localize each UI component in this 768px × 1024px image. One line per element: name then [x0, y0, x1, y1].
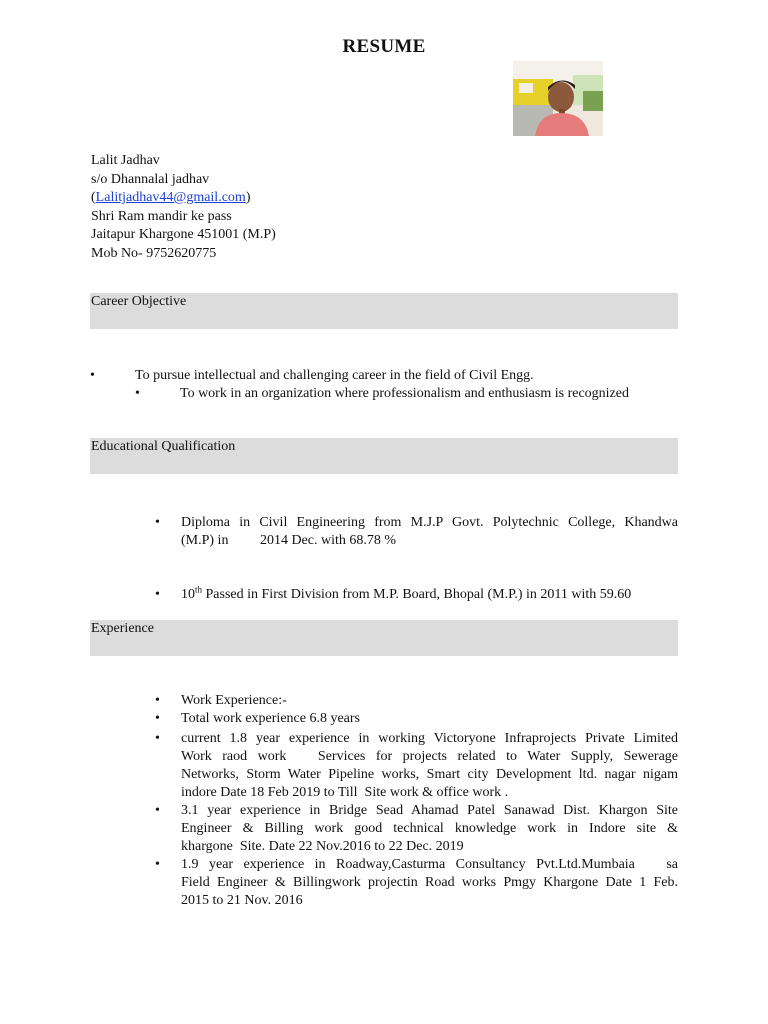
section-career-objective [90, 293, 678, 329]
bullet-icon: • [155, 803, 160, 818]
address-line-1: Shri Ram mandir ke pass [91, 208, 232, 224]
email-open-paren: ( [91, 190, 96, 205]
email-link[interactable]: Lalitjadhav44@gmail.com [95, 190, 246, 205]
contact-block [91, 152, 276, 263]
address-line-2: Jaitapur Khargone 451001 (M.P) [91, 227, 276, 242]
experience-line: Work Experience:- [181, 693, 287, 708]
experience-line: Work raod work Services for projects related to Water Supply, Sewerage [181, 749, 678, 764]
education-diploma [181, 514, 678, 550]
experience-item-1 [181, 692, 678, 710]
education-diploma-line-1: Diploma in Civil Engineering from M.J.P Govt. Polytechnic College, Khandwa [181, 515, 678, 530]
education-tenth-prefix: 10 [181, 587, 195, 602]
education-tenth [181, 586, 678, 604]
bullet-icon: • [135, 386, 140, 401]
experience-item-5 [181, 856, 678, 910]
experience-line: Engineer & Billing work good technical knowledge work in Indore site & [181, 821, 678, 836]
experience-line: 1.9 year experience in Roadway,Casturma Consultancy Pvt.Ltd.Mumbaia sa [181, 857, 678, 872]
experience-item-4 [181, 802, 678, 856]
section-experience [90, 620, 678, 656]
experience-line: Field Engineer & Billingwork projectin Road works Pmgy Khargone Date 1 Feb. [181, 875, 678, 890]
career-objective-item-1: To pursue intellectual and challenging career in the field of Civil Engg. [135, 368, 534, 383]
profile-photo-image [513, 61, 603, 136]
section-education-title: Educational Qualification [91, 439, 236, 454]
career-objective-item-2: To work in an organization where professionalism and enthusiasm is recognized [180, 386, 629, 401]
education-tenth-rest: Passed in First Division from M.P. Board, Bhopal (M.P.) in 2011 with 59.60 [202, 587, 632, 602]
father-name: s/o Dhannalal jadhav [91, 171, 210, 187]
bullet-icon: • [155, 587, 160, 602]
mobile-number: Mob No- 9752620775 [91, 245, 217, 261]
bullet-icon: • [90, 368, 95, 383]
experience-line: Networks, Storm Water Pipeline works, Smart city Development ltd. nagar nigam [181, 767, 678, 782]
experience-item-2 [181, 710, 678, 728]
email-line [91, 189, 276, 208]
experience-line: 2015 to 21 Nov. 2016 [181, 893, 303, 908]
bullet-icon: • [155, 731, 160, 746]
section-experience-title: Experience [91, 621, 154, 636]
profile-photo [513, 61, 603, 136]
section-career-objective-title: Career Objective [91, 294, 187, 309]
candidate-name: Lalit Jadhav [91, 153, 160, 168]
experience-line: Total work experience 6.8 years [181, 711, 360, 726]
bullet-icon: • [155, 515, 160, 530]
experience-line: 3.1 year experience in Bridge Sead Ahamad Patel Sanawad Dist. Khargon Site [181, 803, 678, 818]
education-tenth-sup: th [195, 584, 203, 595]
experience-line: indore Date 18 Feb 2019 to Till Site work & office work . [181, 785, 509, 800]
experience-line: current 1.8 year experience in working Victoryone Infraprojects Private Limited [181, 731, 678, 746]
experience-item-3 [181, 730, 678, 802]
email-close-paren: ) [245, 190, 251, 205]
bullet-icon: • [155, 711, 160, 726]
education-diploma-line-2: (M.P) in 2014 Dec. with 68.78 % [181, 533, 397, 548]
bullet-icon: • [155, 693, 160, 708]
experience-line: khargone Site. Date 22 Nov.2016 to 22 Dec. 2019 [181, 839, 464, 854]
section-educational-qualification [90, 438, 678, 474]
bullet-icon: • [155, 857, 160, 872]
resume-title: RESUME [342, 36, 426, 57]
